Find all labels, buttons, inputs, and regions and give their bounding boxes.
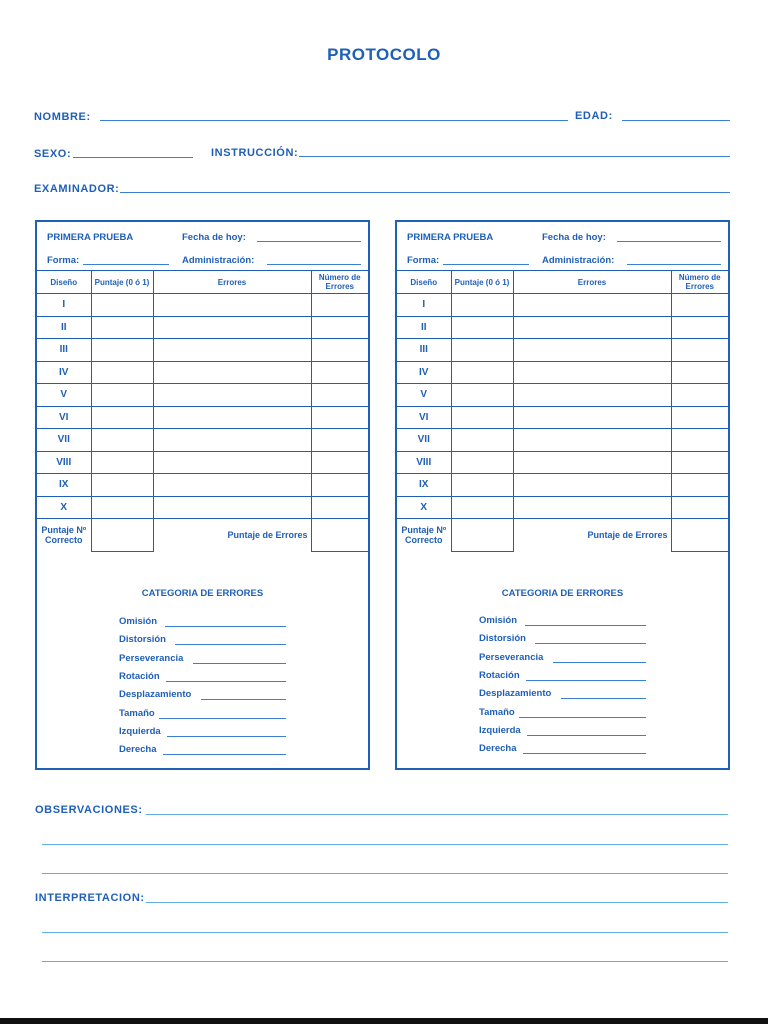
edad-label: EDAD: [575, 110, 613, 122]
administracion-field[interactable] [627, 264, 721, 265]
table-row [397, 451, 728, 474]
errores-cell[interactable] [153, 339, 311, 362]
puntaje-cell[interactable] [91, 429, 153, 452]
fecha-field[interactable] [257, 241, 361, 242]
numero-errores-cell[interactable] [671, 496, 728, 519]
numero-errores-cell[interactable] [311, 339, 368, 362]
puntaje-correcto-label: Puntaje Nº Correcto [397, 519, 451, 552]
fecha-label: Fecha de hoy: [182, 232, 246, 243]
scores-table [37, 270, 368, 552]
errores-cell[interactable] [513, 496, 671, 519]
errores-cell[interactable] [513, 339, 671, 362]
fecha-field[interactable] [617, 241, 721, 242]
errores-cell[interactable] [513, 361, 671, 384]
categoria-field[interactable] [535, 643, 646, 644]
errores-cell[interactable] [513, 316, 671, 339]
column-header: Diseño [397, 271, 451, 294]
table-row [37, 384, 368, 407]
row-label: IV [37, 361, 91, 384]
row-label: V [37, 384, 91, 407]
numero-errores-cell[interactable] [311, 316, 368, 339]
categoria-label: Desplazamiento [479, 688, 552, 699]
row-label: III [397, 339, 451, 362]
instruccion-field[interactable] [299, 156, 730, 157]
table-row [397, 429, 728, 452]
numero-errores-cell[interactable] [311, 451, 368, 474]
interpretacion-line[interactable] [146, 902, 728, 903]
table-row [37, 496, 368, 519]
errores-cell[interactable] [153, 451, 311, 474]
errores-cell[interactable] [153, 361, 311, 384]
categoria-label: Rotación [479, 670, 520, 681]
interpretacion-line[interactable] [42, 932, 728, 933]
numero-errores-cell[interactable] [311, 406, 368, 429]
numero-errores-cell[interactable] [671, 451, 728, 474]
administracion-field[interactable] [267, 264, 361, 265]
administracion-label: Administración: [182, 255, 255, 266]
table-row [37, 294, 368, 317]
row-label: X [397, 496, 451, 519]
numero-errores-cell[interactable] [671, 294, 728, 317]
table-row [397, 406, 728, 429]
table-row [37, 316, 368, 339]
puntaje-correcto-field[interactable] [91, 519, 153, 552]
table-row [37, 429, 368, 452]
puntaje-errores-label: Puntaje de Errores [227, 530, 308, 541]
categoria-label: Omisión [479, 615, 518, 626]
categoria-field[interactable] [163, 754, 286, 755]
row-label: I [37, 294, 91, 317]
row-label: I [397, 294, 451, 317]
categoria-label: Tamaño [119, 708, 155, 719]
numero-errores-cell[interactable] [311, 429, 368, 452]
categoria-field[interactable] [193, 663, 286, 664]
puntaje-cell[interactable] [451, 294, 513, 317]
categoria-label: Derecha [479, 743, 517, 754]
numero-errores-cell[interactable] [671, 339, 728, 362]
categoria-field[interactable] [526, 680, 646, 681]
test-panel-right [395, 220, 730, 770]
puntaje-cell[interactable] [91, 406, 153, 429]
puntaje-cell[interactable] [91, 316, 153, 339]
puntaje-cell[interactable] [451, 361, 513, 384]
errores-cell[interactable] [153, 429, 311, 452]
categoria-field[interactable] [166, 681, 286, 682]
errores-cell[interactable] [513, 474, 671, 497]
puntaje-cell[interactable] [451, 429, 513, 452]
categoria-field[interactable] [525, 625, 646, 626]
row-label: X [37, 496, 91, 519]
edad-field[interactable] [622, 120, 730, 121]
observaciones-label: OBSERVACIONES: [35, 804, 143, 816]
numero-errores-cell[interactable] [311, 361, 368, 384]
categoria-label: Izquierda [479, 725, 521, 736]
errores-cell[interactable] [153, 474, 311, 497]
row-label: IV [397, 361, 451, 384]
scan-edge [0, 1018, 768, 1024]
row-label: IX [397, 474, 451, 497]
puntaje-cell[interactable] [91, 384, 153, 407]
categoria-field[interactable] [553, 662, 646, 663]
puntaje-errores-label: Puntaje de Errores [587, 530, 668, 541]
row-label: VIII [37, 451, 91, 474]
errores-cell[interactable] [513, 406, 671, 429]
numero-errores-cell[interactable] [671, 316, 728, 339]
column-header: Errores [513, 271, 671, 294]
puntaje-cell[interactable] [91, 361, 153, 384]
numero-errores-cell[interactable] [671, 384, 728, 407]
column-header: Puntaje (0 ó 1) [451, 271, 513, 294]
puntaje-cell[interactable] [451, 406, 513, 429]
table-row [397, 474, 728, 497]
column-header: Número de Errores [671, 271, 728, 294]
categoria-field[interactable] [561, 698, 646, 699]
categoria-label: Izquierda [119, 726, 161, 737]
row-label: VII [37, 429, 91, 452]
table-row [397, 316, 728, 339]
puntaje-errores-field[interactable] [671, 519, 728, 552]
categoria-field[interactable] [167, 736, 286, 737]
interpretacion-label: INTERPRETACION: [35, 892, 145, 904]
row-label: III [37, 339, 91, 362]
column-header: Diseño [37, 271, 91, 294]
table-row [37, 406, 368, 429]
errores-cell[interactable] [513, 451, 671, 474]
table-row [397, 339, 728, 362]
numero-errores-cell[interactable] [671, 429, 728, 452]
nombre-label: NOMBRE: [34, 111, 91, 123]
numero-errores-cell[interactable] [311, 474, 368, 497]
row-label: VI [37, 406, 91, 429]
categoria-label: Distorsión [119, 634, 166, 645]
categoria-label: Rotación [119, 671, 160, 682]
errores-cell[interactable] [153, 316, 311, 339]
row-label: IX [37, 474, 91, 497]
page-title: PROTOCOLO [327, 45, 441, 64]
row-label: VI [397, 406, 451, 429]
puntaje-cell[interactable] [451, 474, 513, 497]
table-row [397, 294, 728, 317]
observaciones-line[interactable] [42, 873, 728, 874]
errores-cell[interactable] [153, 496, 311, 519]
scores-table [397, 270, 728, 552]
row-label: V [397, 384, 451, 407]
categoria-field[interactable] [519, 717, 646, 718]
puntaje-cell[interactable] [91, 451, 153, 474]
categoria-field[interactable] [201, 699, 286, 700]
categoria-label: Desplazamiento [119, 689, 192, 700]
row-label: VII [397, 429, 451, 452]
categoria-label: Perseverancia [479, 652, 544, 663]
categoria-label: Distorsión [479, 633, 526, 644]
numero-errores-cell[interactable] [671, 474, 728, 497]
categoria-field[interactable] [527, 735, 646, 736]
errores-cell[interactable] [513, 294, 671, 317]
nombre-field[interactable] [100, 120, 568, 121]
numero-errores-cell[interactable] [311, 496, 368, 519]
observaciones-line[interactable] [146, 814, 728, 815]
row-label: II [37, 316, 91, 339]
test-panel-left [35, 220, 370, 770]
forma-field[interactable] [83, 264, 169, 265]
row-label: VIII [397, 451, 451, 474]
instruccion-label: INSTRUCCIÓN: [211, 147, 299, 159]
puntaje-correcto-field[interactable] [451, 519, 513, 552]
puntaje-cell[interactable] [451, 339, 513, 362]
numero-errores-cell[interactable] [311, 294, 368, 317]
numero-errores-cell[interactable] [311, 384, 368, 407]
table-row [37, 451, 368, 474]
categoria-field[interactable] [175, 644, 286, 645]
sexo-label: SEXO: [34, 148, 72, 160]
interpretacion-line[interactable] [42, 961, 728, 962]
categoria-title: CATEGORIA DE ERRORES [141, 588, 264, 599]
categoria-field[interactable] [165, 626, 286, 627]
errores-cell[interactable] [153, 384, 311, 407]
table-row [397, 361, 728, 384]
numero-errores-cell[interactable] [671, 406, 728, 429]
table-row [37, 339, 368, 362]
errores-cell[interactable] [153, 294, 311, 317]
fecha-label: Fecha de hoy: [542, 232, 606, 243]
forma-field[interactable] [443, 264, 529, 265]
errores-cell[interactable] [513, 384, 671, 407]
table-row [37, 474, 368, 497]
column-header: Número de Errores [311, 271, 368, 294]
puntaje-cell[interactable] [91, 294, 153, 317]
categoria-field[interactable] [523, 753, 646, 754]
primera-prueba-label: PRIMERA PRUEBA [47, 232, 134, 243]
puntaje-cell[interactable] [91, 339, 153, 362]
puntaje-cell[interactable] [451, 496, 513, 519]
puntaje-cell[interactable] [451, 316, 513, 339]
categoria-label: Perseverancia [119, 653, 184, 664]
puntaje-cell[interactable] [91, 474, 153, 497]
puntaje-correcto-label: Puntaje Nº Correcto [37, 519, 91, 552]
categoria-title: CATEGORIA DE ERRORES [501, 588, 624, 599]
puntaje-cell[interactable] [91, 496, 153, 519]
categoria-label: Tamaño [479, 707, 515, 718]
administracion-label: Administración: [542, 255, 615, 266]
numero-errores-cell[interactable] [671, 361, 728, 384]
table-row [37, 361, 368, 384]
errores-cell[interactable] [153, 406, 311, 429]
errores-cell[interactable] [513, 429, 671, 452]
categoria-label: Derecha [119, 744, 157, 755]
sexo-field[interactable] [73, 157, 193, 158]
categoria-label: Omisión [119, 616, 158, 627]
examinador-field[interactable] [120, 192, 730, 193]
puntaje-errores-field[interactable] [311, 519, 368, 552]
categoria-field[interactable] [159, 718, 286, 719]
puntaje-cell[interactable] [451, 451, 513, 474]
row-label: II [397, 316, 451, 339]
column-header: Puntaje (0 ó 1) [91, 271, 153, 294]
observaciones-line[interactable] [42, 844, 728, 845]
puntaje-cell[interactable] [451, 384, 513, 407]
forma-label: Forma: [407, 255, 440, 266]
forma-label: Forma: [47, 255, 80, 266]
column-header: Errores [153, 271, 311, 294]
examinador-label: EXAMINADOR: [34, 183, 120, 195]
primera-prueba-label: PRIMERA PRUEBA [407, 232, 494, 243]
table-row [397, 496, 728, 519]
table-row [397, 384, 728, 407]
